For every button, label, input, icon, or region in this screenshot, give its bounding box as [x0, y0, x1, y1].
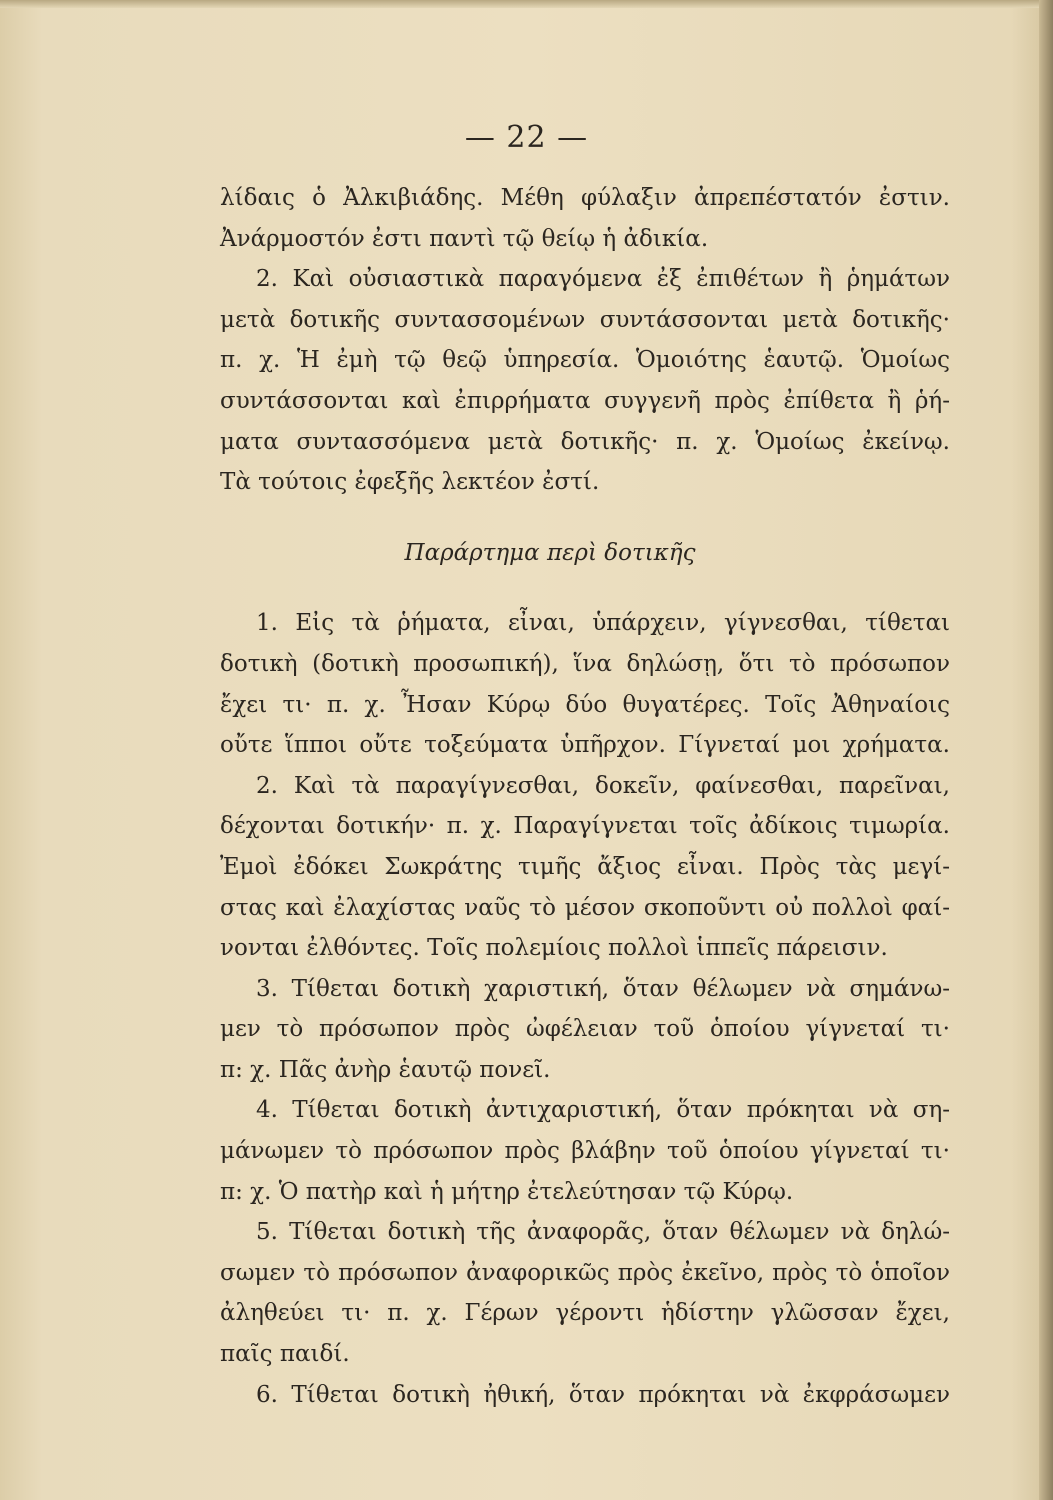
text-line: Τὰ τούτοις ἐφεξῆς λεκτέον ἐστί.	[220, 469, 600, 496]
text-line: μάνωμεν τὸ πρόσωπον πρὸς βλάβην τοῦ ὁποίου γίγνεταί τι·	[220, 1138, 950, 1165]
text-line: παῖς παιδί.	[220, 1341, 350, 1368]
page-number: — 22 —	[464, 120, 589, 155]
text-line: 5. Τίθεται δοτικὴ τῆς ἀναφορᾶς, ὅταν θέλωμεν νὰ δηλώ-	[256, 1219, 950, 1246]
section-heading: Παράρτημα περὶ δοτικῆς	[404, 539, 696, 566]
text-line: π: χ. Πᾶς ἀνὴρ ἑαυτῷ πονεῖ.	[220, 1056, 551, 1083]
text-line: Ἐμοὶ ἐδόκει Σωκράτης τιμῆς ἄξιος εἶναι. Πρὸς τὰς μεγί-	[220, 853, 950, 880]
text-line: π: χ. Ὁ πατὴρ καὶ ἡ μήτηρ ἐτελεύτησαν τῷ Κύρῳ.	[220, 1178, 794, 1205]
text-line: π. χ. Ἡ ἐμὴ τῷ θεῷ ὑπηρεσία. Ὁμοιότης ἑαυτῷ. Ὁμοίως	[220, 347, 950, 374]
page-body	[220, 178, 950, 1415]
text-line: μετὰ δοτικῆς συντασσομένων συντάσσονται μετὰ δοτικῆς·	[220, 306, 950, 333]
text-line: 1. Εἰς τὰ ῥήματα, εἶναι, ὑπάρχειν, γίγνεσθαι, τίθεται	[256, 610, 950, 637]
text-line: 3. Τίθεται δοτικὴ χαριστική, ὅταν θέλωμεν νὰ σημάνω-	[256, 975, 950, 1002]
text-line: σωμεν τὸ πρόσωπον ἀναφορικῶς πρὸς ἐκεῖνο, πρὸς τὸ ὁποῖον	[220, 1259, 950, 1286]
text-line: νονται ἐλθόντες. Τοῖς πολεμίοις πολλοὶ ἱππεῖς πάρεισιν.	[220, 935, 888, 962]
text-line: στας καὶ ἐλαχίστας ναῦς τὸ μέσον σκοποῦντι οὐ πολλοὶ φαί-	[220, 894, 950, 921]
text-line: δέχονται δοτικήν· π. χ. Παραγίγνεται τοῖς ἀδίκοις τιμωρία.	[220, 813, 950, 840]
text-line: ἀληθεύει τι· π. χ. Γέρων γέροντι ἡδίστην γλῶσσαν ἔχει,	[220, 1300, 950, 1327]
text-line: οὔτε ἵπποι οὔτε τοξεύματα ὑπῆρχον. Γίγνεταί μοι χρήματα.	[220, 732, 950, 759]
text-line: ἔχει τι· π. χ. Ἦσαν Κύρῳ δύο θυγατέρες. Τοῖς Ἀθηναίοις	[220, 691, 950, 718]
text-line: συντάσσονται καὶ ἐπιρρήματα συγγενῆ πρὸς ἐπίθετα ἢ ῥή-	[220, 387, 950, 414]
text-line: ματα συντασσόμενα μετὰ δοτικῆς· π. χ. Ὁμοίως ἐκείνῳ.	[220, 428, 950, 455]
text-line: Ἀνάρμοστόν ἐστι παντὶ τῷ θείῳ ἡ ἀδικία.	[220, 225, 709, 252]
text-line: 2. Καὶ οὐσιαστικὰ παραγόμενα ἐξ ἐπιθέτων ἢ ῥημάτων	[256, 266, 950, 293]
text-line: μεν τὸ πρόσωπον πρὸς ὠφέλειαν τοῦ ὁποίου γίγνεταί τι·	[220, 1016, 950, 1043]
text-line: 6. Τίθεται δοτικὴ ἠθική, ὅταν πρόκηται νὰ ἐκφράσωμεν	[256, 1381, 950, 1408]
page-top-edge	[0, 0, 1053, 8]
text-line: δοτικὴ (δοτικὴ προσωπική), ἵνα δηλώσῃ, ὅτι τὸ πρόσωπον	[220, 650, 950, 677]
page-right-edge	[1039, 0, 1053, 1500]
text-line: 2. Καὶ τὰ παραγίγνεσθαι, δοκεῖν, φαίνεσθαι, παρεῖναι,	[256, 772, 950, 799]
text-line: λίδαις ὁ Ἀλκιβιάδης. Μέθη φύλαξιν ἀπρεπέστατόν ἐστιν.	[220, 185, 950, 211]
text-line: 4. Τίθεται δοτικὴ ἀντιχαριστική, ὅταν πρόκηται νὰ ση-	[256, 1097, 950, 1124]
